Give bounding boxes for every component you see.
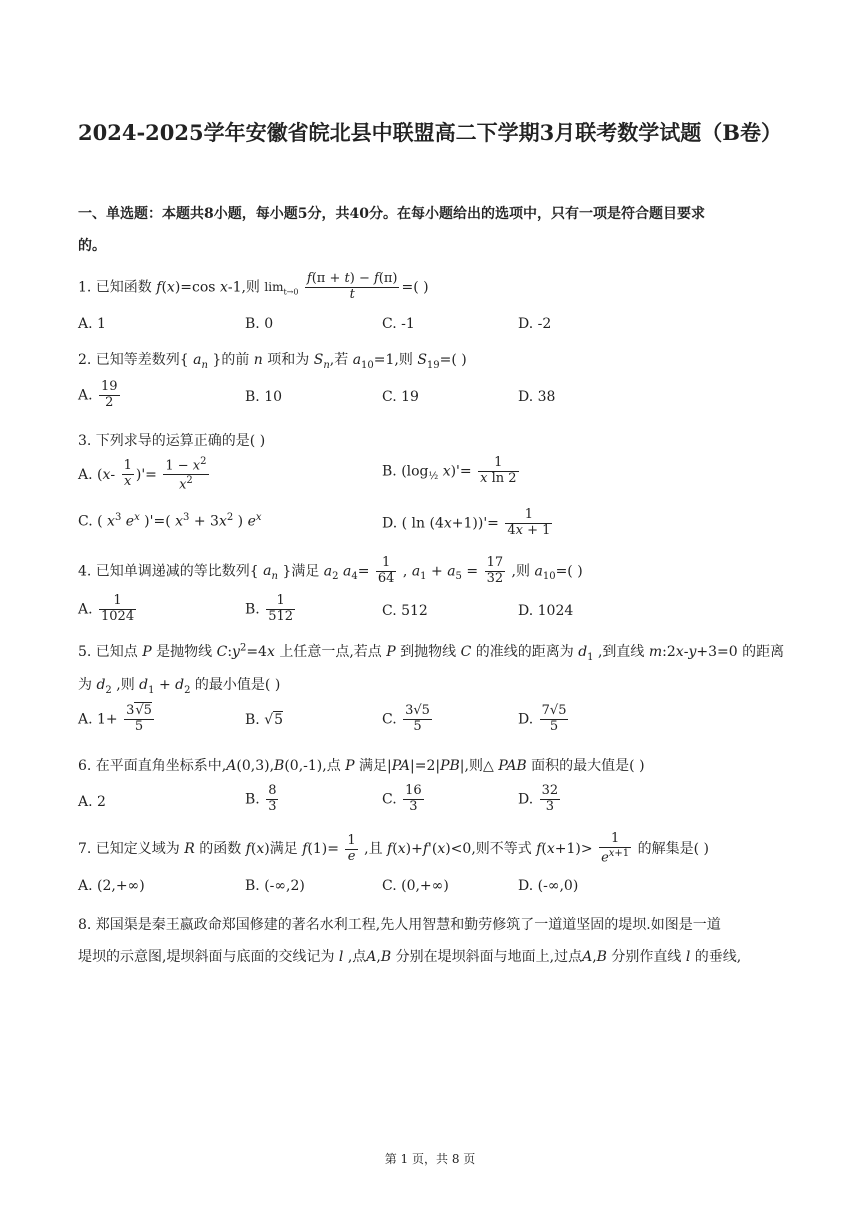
q2-option-c: C. 19	[382, 389, 419, 405]
section-heading: 一、单选题：本题共8小题，每小题5分，共40分。在每小题给出的选项中，只有一项是符合题目要求	[78, 206, 705, 222]
q4-option-c: C. 512	[382, 603, 428, 619]
q4-option-d: D. 1024	[518, 603, 574, 619]
q1-option-c: C. -1	[382, 316, 415, 332]
q3-option-a: A. (x- $\frac{1}{x}$ )'= $\frac{1 - x^2}{x^2}$	[78, 456, 207, 493]
question-6-stem: 6. 在平面直角坐标系中,A(0,3),B(0,-1),点 P 满足|PA|=2|PB|,则△ PAB 面积的最大值是( )	[78, 758, 645, 774]
question-8-stem-line1: 8. 郑国渠是秦王嬴政命郑国修建的著名水利工程,先人用智慧和勤劳修筑了一道道坚固的堤坝.如图是一道	[78, 917, 721, 933]
page-footer: 第 1 页，共 8 页	[384, 1152, 476, 1166]
section-heading-cont: 的。	[78, 238, 106, 254]
q2-option-d: D. 38	[518, 389, 556, 405]
question-5-stem-line2: 为 $d_2$ ,则 $d_1 + d_2$ 的最小值是( )	[78, 677, 281, 696]
q5-option-a: A. 1+ $\frac{3√5}{5}$	[78, 703, 152, 734]
q5-option-d: D. $\frac{7√5}{5}$	[518, 703, 567, 734]
question-2-stem: 2. 已知等差数列{ $a_n$ }的前 n 项和为 $S_n$,若 $a_{10}=1$,则 $S_{19}=$( )	[78, 352, 467, 371]
page-title: 2024-2025学年安徽省皖北县中联盟高二下学期3月联考数学试题（B卷）	[78, 120, 782, 145]
q2-option-a: A. $\frac{19}{2}$	[78, 379, 118, 410]
q5-option-c: C. $\frac{3√5}{5}$	[382, 703, 430, 734]
question-8-stem-line2: 堤坝的示意图,堤坝斜面与底面的交线记为 l ,点A,B 分别在堤坝斜面与地面上,过点A,B 分别作直线 l 的垂线,	[78, 949, 742, 965]
q7-option-b: B. (-∞,2)	[245, 878, 305, 894]
q1-option-b: B. 0	[245, 316, 274, 332]
q6-option-a: A. 2	[78, 794, 106, 810]
q5-option-b: B. √5	[245, 712, 284, 728]
question-1-stem: 1. 已知函数 f(x)=cos x-1,则 $\lim_{t\to 0}$ $\frac{f(\pi + t) - f(\pi)}{t}$ =( )	[78, 271, 429, 302]
q4-option-a: A. $\frac{1}{1024}$	[78, 593, 135, 624]
q1-option-a: A. 1	[78, 316, 106, 332]
question-5-stem-line1: 5. 已知点 P 是抛物线 $C:y^2=4x$ 上任意一点,若点 P 到抛物线 C 的准线的距离为 $d_1$ ,到直线 m:2x-y+3=0 的距离	[78, 642, 785, 663]
q6-option-c: C. $\frac{16}{3}$	[382, 783, 422, 814]
q7-option-d: D. (-∞,0)	[518, 878, 579, 894]
q3-option-d: D. ( ln (4x+1))'= $\frac{1}{4x + 1}$	[382, 507, 551, 538]
q2-option-b: B. 10	[245, 389, 283, 405]
q4-option-b: B. $\frac{1}{512}$	[245, 593, 294, 624]
question-3-stem: 3. 下列求导的运算正确的是( )	[78, 433, 266, 449]
q3-option-b: B. ($\log_{\frac{1}{2}}$ x)'= $\frac{1}{\text{x ln 2}}$	[382, 455, 517, 486]
q7-option-a: A. (2,+∞)	[78, 878, 145, 894]
question-7-stem: 7. 已知定义域为 R 的函数 f(x)满足 f(1)= $\frac{1}{e}$ ,且 f(x)+f'(x)<0,则不等式 f(x+1)> $\frac{1}{e^{x+1}}$ 的解集是( )	[78, 831, 709, 866]
q6-option-b: B. $\frac{8}{3}$	[245, 783, 277, 814]
q6-option-d: D. $\frac{32}{3}$	[518, 783, 559, 814]
question-4-stem: 4. 已知单调递减的等比数列{ $a_n$ }满足 $a_2$ $a_4=$ $\frac{1}{64}$ , $a_1 + a_5$ = $\frac{17}{32}$ ,则 $a_{10}=$( )	[78, 555, 583, 586]
q7-option-c: C. (0,+∞)	[382, 878, 449, 894]
q3-option-c: C. ( $x^3$ $e^x$ )'=( $x^3 + 3x^2$ ) $e^x$	[78, 512, 262, 530]
q1-option-d: D. -2	[518, 316, 552, 332]
